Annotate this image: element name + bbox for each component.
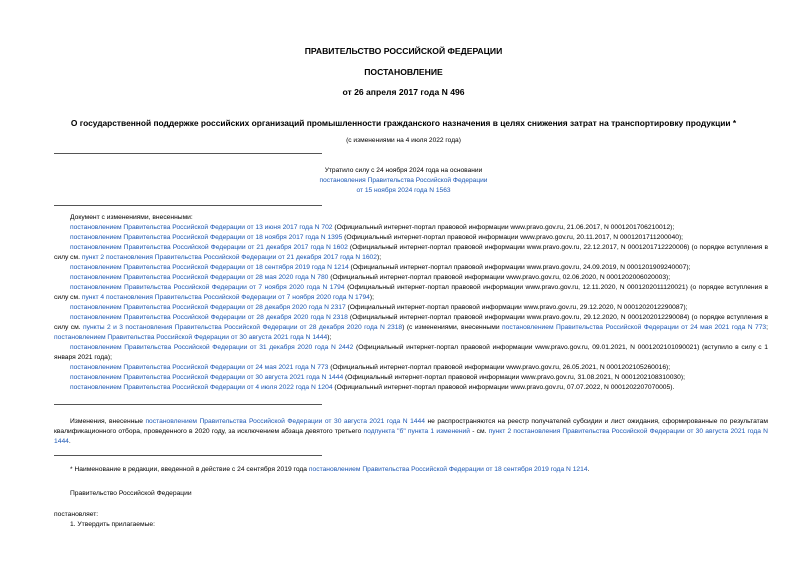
amendment-link[interactable]: постановлением Правительства Российской Федерации от 7 ноября 2020 года N 1794: [70, 284, 345, 291]
amendment-link[interactable]: постановлением Правительства Российской Федерации от 4 июля 2022 года N 1204: [70, 384, 333, 391]
date-number: от 26 апреля 2017 года N 496: [342, 87, 465, 97]
amendment-link[interactable]: постановлением Правительства Российской Федерации от 30 августа 2021 года N 1444: [54, 334, 328, 341]
footnote-link[interactable]: постановлением Правительства Российской Федерации от 18 сентября 2019 года N 1214: [308, 466, 588, 473]
note-link[interactable]: пункт 2 постановления Правительства Российской Федерации от 30 августа 2021 года N 1444: [54, 428, 768, 445]
list-item: постановлением Правительства Российской Федерации от 31 декабря 2020 года N 2442 (Официальный интернет-портал правовой информации www.pravo.gov.ru, 09.01.2021, N 0001202101090021) (вступило в силу с 1 января 2021 года);: [54, 344, 768, 361]
amendment-link[interactable]: постановлением Правительства Российской Федерации от 18 ноября 2017 года N 1395: [70, 234, 343, 241]
list-item: постановлением Правительства Российской Федерации от 28 декабря 2020 года N 2318 (Официальный интернет-портал правовой информации www.pravo.gov.ru, 29.12.2020, N 0001202012290084) (о порядке вступления в силу см. пункты 2 и 3 постановления Правительства Российской Федерации от 28 декабря 2020 года N 2318) (с изменениями, внесенными постановлением Правительства Российской Федерации от 24 мая 2021 года N 773; постановлением Правительства Российской Федерации от 30 августа 2021 года N 1444);: [54, 314, 768, 341]
amendment-link[interactable]: постановлением Правительства Российской Федерации от 28 мая 2020 года N 780: [70, 274, 329, 281]
amendment-link[interactable]: пункт 2 постановления Правительства Российской Федерации от 21 декабря 2017 года N 1602: [81, 254, 377, 261]
divider: [54, 153, 322, 154]
footnote: * Наименование в редакции, введенной в действие с 24 сентября 2019 года постановлением Правительства Российской Федерации от 18 сентября 2019 года N 1214.: [70, 466, 590, 473]
list-item: постановлением Правительства Российской Федерации от 28 мая 2020 года N 780 (Официальный интернет-портал правовой информации www.pravo.gov.ru, 02.06.2020, N 0001202006020003);: [70, 274, 671, 281]
expired-block: [0, 166, 807, 196]
amendment-link[interactable]: постановлением Правительства Российской Федерации от 28 декабря 2020 года N 2318: [70, 314, 348, 321]
body-item-1: 1. Утвердить прилагаемые:: [70, 521, 155, 528]
expired-text: Утратило силу с 24 ноября 2024 года на основании: [324, 167, 483, 174]
divider: [54, 404, 322, 405]
government-heading: ПРАВИТЕЛЬСТВО РОССИЙСКОЙ ФЕДЕРАЦИИ: [304, 46, 503, 56]
amendment-link[interactable]: постановлением Правительства Российской Федерации от 13 июня 2017 года N 702: [70, 224, 333, 231]
note-link[interactable]: подпункта "б" пункта 1 изменений: [363, 428, 471, 435]
list-item: постановлением Правительства Российской Федерации от 30 августа 2021 года N 1444 (Официальный интернет-портал правовой информации www.pravo.gov.ru, 31.08.2021, N 0001202108310030);: [70, 374, 685, 381]
body-government: Правительство Российской Федерации: [70, 490, 192, 497]
list-item: постановлением Правительства Российской Федерации от 7 ноября 2020 года N 1794 (Официальный интернет-портал правовой информации www.pravo.gov.ru, 12.11.2020, N 0001202011120021) (о порядке вступления в силу см. пункт 4 постановления Правительства Российской Федерации от 7 ноября 2020 года N 1794);: [54, 284, 768, 301]
amendment-link[interactable]: постановлением Правительства Российской Федерации от 31 декабря 2020 года N 2442: [70, 344, 354, 351]
document-title: О государственной поддержке российских организаций промышленности гражданского назначения в целях снижения затрат на транспортировку продукции *: [70, 118, 737, 128]
body-resolves: постановляет:: [54, 511, 99, 518]
amended-note: (с изменениями на 4 июля 2022 года): [346, 137, 461, 144]
amendment-link[interactable]: пункты 2 и 3 постановления Правительства Российской Федерации от 28 декабря 2020 года N 2318: [83, 324, 403, 331]
divider: [54, 205, 322, 206]
body-resolution: [54, 510, 768, 530]
amendment-link[interactable]: постановлением Правительства Российской Федерации от 30 августа 2021 года N 1444: [70, 374, 344, 381]
list-item: постановлением Правительства Российской Федерации от 18 ноября 2017 года N 1395 (Официальный интернет-портал правовой информации www.pravo.gov.ru, 20.11.2017, N 0001201711200040);: [70, 234, 684, 241]
amendment-link[interactable]: постановлением Правительства Российской Федерации от 24 мая 2021 года N 773: [502, 324, 767, 331]
expired-link-2[interactable]: от 15 ноября 2024 года N 1563: [356, 187, 451, 194]
list-item: постановлением Правительства Российской Федерации от 28 декабря 2020 года N 2317 (Официальный интернет-портал правовой информации www.pravo.gov.ru, 29.12.2020, N 0001202012290087);: [70, 304, 688, 311]
list-item: постановлением Правительства Российской Федерации от 13 июня 2017 года N 702 (Официальный интернет-портал правовой информации www.pravo.gov.ru, 21.06.2017, N 0001201706210012);: [70, 224, 675, 231]
list-item: постановлением Правительства Российской Федерации от 24 мая 2021 года N 773 (Официальный интернет-портал правовой информации www.pravo.gov.ru, 26.05.2021, N 0001202105260016);: [70, 364, 671, 371]
amendment-link[interactable]: пункт 4 постановления Правительства Российской Федерации от 7 ноября 2020 года N 1794: [81, 294, 370, 301]
changes-note: Изменения, внесенные постановлением Правительства Российской Федерации от 30 августа 2021 года N 1444 не распространяются на реестр получателей субсидии и лист ожидания, сформированные по результатам квалификационного отбора, проведенного в 2020 году, за исключением абзаца девятого третьего подпункта "б" пункта 1 изменений - см. пункт 2 постановления Правительства Российской Федерации от 30 августа 2021 года N 1444.: [54, 418, 768, 445]
doc-type-heading: ПОСТАНОВЛЕНИЕ: [364, 67, 443, 77]
changes-block: [54, 213, 768, 393]
amendment-link[interactable]: постановлением Правительства Российской Федерации от 18 сентября 2019 года N 1214: [70, 264, 349, 271]
note-link[interactable]: постановлением Правительства Российской Федерации от 30 августа 2021 года N 1444: [145, 418, 425, 425]
list-item: постановлением Правительства Российской Федерации от 21 декабря 2017 года N 1602 (Официальный интернет-портал правовой информации www.pravo.gov.ru, 22.12.2017, N 0001201712220006) (о порядке вступления в силу см. пункт 2 постановления Правительства Российской Федерации от 21 декабря 2017 года N 1602);: [54, 244, 768, 261]
amendment-link[interactable]: постановлением Правительства Российской Федерации от 21 декабря 2017 года N 1602: [70, 244, 348, 251]
list-item: постановлением Правительства Российской Федерации от 18 сентября 2019 года N 1214 (Официальный интернет-портал правовой информации www.pravo.gov.ru, 24.09.2019, N 0001201909240007);: [70, 264, 691, 271]
list-item: постановлением Правительства Российской Федерации от 4 июля 2022 года N 1204 (Официальный интернет-портал правовой информации www.pravo.gov.ru, 07.07.2022, N 0001202207070005).: [70, 384, 675, 391]
changes-intro: Документ с изменениями, внесенными:: [70, 214, 193, 221]
expired-link-1[interactable]: постановления Правительства Российской Федерации: [319, 177, 488, 184]
amendment-link[interactable]: постановлением Правительства Российской Федерации от 28 декабря 2020 года N 2317: [70, 304, 346, 311]
body-text: [54, 489, 768, 499]
amendment-link[interactable]: постановлением Правительства Российской Федерации от 24 мая 2021 года N 773: [70, 364, 329, 371]
divider: [54, 455, 322, 456]
